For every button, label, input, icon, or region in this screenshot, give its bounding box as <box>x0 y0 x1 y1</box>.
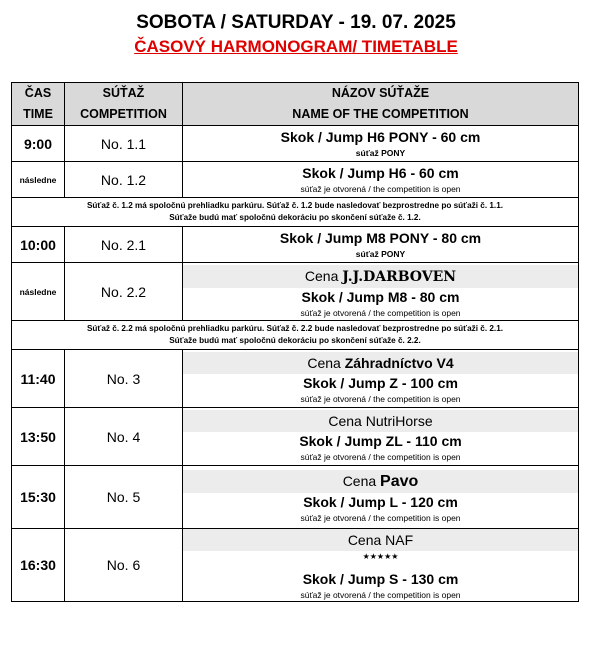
row-number: No. 1.1 <box>65 126 183 162</box>
note-line: Súťaže budú mať spoločnú dekoráciu po skončení súťaže č. 2.2. <box>169 336 421 345</box>
competition-name: Skok / Jump M8 - 80 cm <box>301 288 460 305</box>
star-rating: ★★★★★ <box>362 552 399 561</box>
header-time-en: TIME <box>23 107 53 121</box>
timetable <box>11 82 579 602</box>
row-number: No. 1.2 <box>65 162 183 198</box>
row-competition <box>183 227 579 263</box>
competition-note: súťaž PONY <box>355 249 406 259</box>
note-line: Súťaže budú mať spoločnú dekoráciu po skončení súťaže č. 1.2. <box>169 213 421 222</box>
prize-line <box>183 470 578 493</box>
row-time: 9:00 <box>12 126 65 162</box>
row-time: 13:50 <box>12 408 65 466</box>
prize-sponsor: Záhradníctvo V4 <box>344 355 454 371</box>
table-row <box>12 162 579 198</box>
prize-line <box>183 352 578 374</box>
prize-line <box>183 265 578 288</box>
prize-prefix: Cena <box>307 355 341 371</box>
row-time: 10:00 <box>12 227 65 263</box>
note-cell <box>12 198 579 227</box>
page-title: SOBOTA / SATURDAY - 19. 07. 2025 <box>136 12 456 33</box>
row-number: No. 2.2 <box>65 263 183 321</box>
row-competition <box>183 350 579 408</box>
competition-name: Skok / Jump S - 130 cm <box>302 571 459 587</box>
competition-name: Skok / Jump ZL - 110 cm <box>299 433 462 449</box>
table-row <box>12 227 579 263</box>
table-row <box>12 529 579 602</box>
page-subtitle: ČASOVÝ HARMONOGRAM/ TIMETABLE <box>134 37 458 56</box>
row-competition <box>183 126 579 162</box>
table-header <box>12 83 579 126</box>
note-line: Súťaž č. 2.2 má spoločnú prehliadku parkúru. Súťaž č. 2.2 bude nasledovať bezprostredne po súťaži č. 2.1. <box>86 324 504 333</box>
header-name <box>183 83 579 126</box>
competition-name: Skok / Jump H6 - 60 cm <box>302 165 459 181</box>
row-number: No. 4 <box>65 408 183 466</box>
row-competition <box>183 162 579 198</box>
prize-line <box>183 410 578 432</box>
competition-note: súťaž PONY <box>355 148 406 158</box>
header-time <box>12 83 65 126</box>
prize-line <box>183 529 578 551</box>
prize-prefix: Cena <box>342 473 377 489</box>
note-row <box>12 321 579 350</box>
row-time: 16:30 <box>12 529 65 602</box>
row-competition <box>183 466 579 529</box>
row-number: No. 3 <box>65 350 183 408</box>
header-competition <box>65 83 183 126</box>
prize-sponsor: J.J.DARBOVEN <box>342 268 457 285</box>
prize-sponsor: NAF <box>385 532 414 548</box>
row-number: No. 5 <box>65 466 183 529</box>
note-row <box>12 198 579 227</box>
header-time-sk: ČAS <box>24 86 52 100</box>
competition-name: Skok / Jump M8 PONY - 80 cm <box>279 230 482 246</box>
note-cell <box>12 321 579 350</box>
row-competition <box>183 529 579 602</box>
header-comp-sk: SÚŤAŽ <box>102 86 145 100</box>
table-row <box>12 408 579 466</box>
competition-note: súťaž je otvorená / the competition is open <box>300 184 461 194</box>
competition-note: súťaž je otvorená / the competition is open <box>300 452 461 462</box>
row-competition <box>183 408 579 466</box>
note-line: Súťaž č. 1.2 má spoločnú prehliadku parkúru. Súťaž č. 1.2 bude nasledovať bezprostredne po súťaži č. 1.1. <box>86 201 504 210</box>
competition-note: súťaž je otvorená / the competition is open <box>300 394 461 404</box>
prize-prefix: Cena <box>328 413 362 429</box>
row-time: následne <box>12 263 65 321</box>
prize-prefix: Cena <box>347 532 382 548</box>
competition-name: Skok / Jump L - 120 cm <box>303 494 458 510</box>
row-time: 11:40 <box>12 350 65 408</box>
header-name-sk: NÁZOV SÚŤAŽE <box>331 86 430 100</box>
table-row <box>12 126 579 162</box>
competition-name: Skok / Jump Z - 100 cm <box>303 375 458 391</box>
prize-sponsor: Pavo <box>380 473 419 490</box>
header-name-en: NAME OF THE COMPETITION <box>292 107 469 121</box>
prize-prefix: Cena <box>304 267 339 284</box>
row-competition <box>183 263 579 321</box>
row-time: 15:30 <box>12 466 65 529</box>
competition-note: súťaž je otvorená / the competition is open <box>300 307 461 318</box>
header-comp-en: COMPETITION <box>80 107 167 121</box>
table-row <box>12 466 579 529</box>
prize-sponsor: NutriHorse <box>365 413 433 429</box>
table-row <box>12 350 579 408</box>
table-row <box>12 263 579 321</box>
competition-note: súťaž je otvorená / the competition is open <box>300 513 461 523</box>
row-time: následne <box>12 162 65 198</box>
row-number: No. 2.1 <box>65 227 183 263</box>
competition-note: súťaž je otvorená / the competition is open <box>300 590 461 600</box>
competition-name: Skok / Jump H6 PONY - 60 cm <box>280 129 481 145</box>
row-number: No. 6 <box>65 529 183 602</box>
